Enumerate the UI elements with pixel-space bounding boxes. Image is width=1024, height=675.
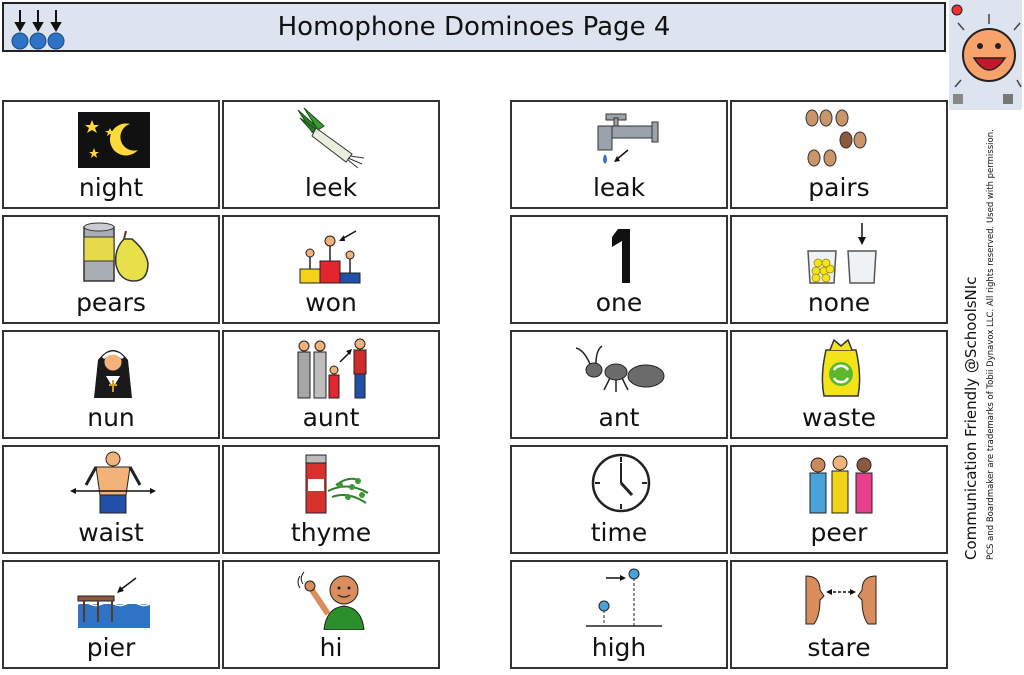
winner-podium-icon xyxy=(278,221,388,285)
domino-card-night xyxy=(2,100,220,209)
page-header xyxy=(2,2,946,52)
smiling-face-logo-icon xyxy=(949,0,1022,110)
domino-card-waist xyxy=(2,445,220,554)
card-word: high xyxy=(591,633,647,662)
domino-card-aunt xyxy=(222,330,440,439)
waving-person-icon xyxy=(278,566,388,630)
domino-card-high xyxy=(510,560,728,669)
nun-icon xyxy=(58,336,168,400)
card-word: pairs xyxy=(808,173,870,202)
night-moon-stars-icon xyxy=(58,106,168,170)
card-word: peer xyxy=(810,518,868,547)
card-word: aunt xyxy=(302,403,360,432)
clock-icon xyxy=(566,451,676,515)
card-word: one xyxy=(595,288,643,317)
card-word: hi xyxy=(319,633,343,662)
thyme-herb-jar-icon xyxy=(278,451,388,515)
card-word: time xyxy=(590,518,648,547)
leek-vegetable-icon xyxy=(278,106,388,170)
domino-card-pairs xyxy=(730,100,948,209)
pairs-of-eggs-icon xyxy=(786,106,896,170)
card-word: none xyxy=(807,288,871,317)
number-one-icon xyxy=(566,221,676,285)
card-word: ant xyxy=(598,403,640,432)
credit-text xyxy=(962,120,996,560)
waist-measure-icon xyxy=(58,451,168,515)
peer-group-icon xyxy=(786,451,896,515)
recycling-bag-icon xyxy=(786,336,896,400)
high-low-dots-icon xyxy=(566,566,676,630)
card-word: pier xyxy=(86,633,136,662)
domino-card-pears xyxy=(2,215,220,324)
leaking-tap-icon xyxy=(566,106,676,170)
domino-card-ant xyxy=(510,330,728,439)
card-word: pears xyxy=(76,288,146,317)
domino-card-one xyxy=(510,215,728,324)
card-word: won xyxy=(305,288,357,317)
family-aunt-icon xyxy=(278,336,388,400)
card-word: stare xyxy=(807,633,871,662)
domino-card-stare xyxy=(730,560,948,669)
domino-card-peer xyxy=(730,445,948,554)
card-word: thyme xyxy=(290,518,372,547)
two-faces-staring-icon xyxy=(786,566,896,630)
domino-card-thyme xyxy=(222,445,440,554)
domino-card-leak xyxy=(510,100,728,209)
domino-card-won xyxy=(222,215,440,324)
domino-card-waste xyxy=(730,330,948,439)
card-word: waste xyxy=(802,403,876,432)
card-word: waist xyxy=(78,518,144,547)
empty-glass-icon xyxy=(786,221,896,285)
domino-card-time xyxy=(510,445,728,554)
card-word: nun xyxy=(87,403,135,432)
domino-card-leek xyxy=(222,100,440,209)
ant-icon xyxy=(566,336,676,400)
domino-card-none xyxy=(730,215,948,324)
card-word: night xyxy=(78,173,144,202)
domino-card-pier xyxy=(2,560,220,669)
domino-card-nun xyxy=(2,330,220,439)
card-word: leek xyxy=(304,173,358,202)
page-title: Homophone Dominoes Page 4 xyxy=(277,12,671,42)
credit-main: Communication Friendly @SchoolsNIc xyxy=(962,276,980,560)
pier-water-icon xyxy=(58,566,168,630)
credit-legal: PCS and Boardmaker are trademarks of Tobii Dynavox LLC. All rights reserved. Used with permission. xyxy=(986,129,996,560)
tinned-pears-icon xyxy=(58,221,168,285)
domino-card-hi xyxy=(222,560,440,669)
card-word: leak xyxy=(592,173,646,202)
